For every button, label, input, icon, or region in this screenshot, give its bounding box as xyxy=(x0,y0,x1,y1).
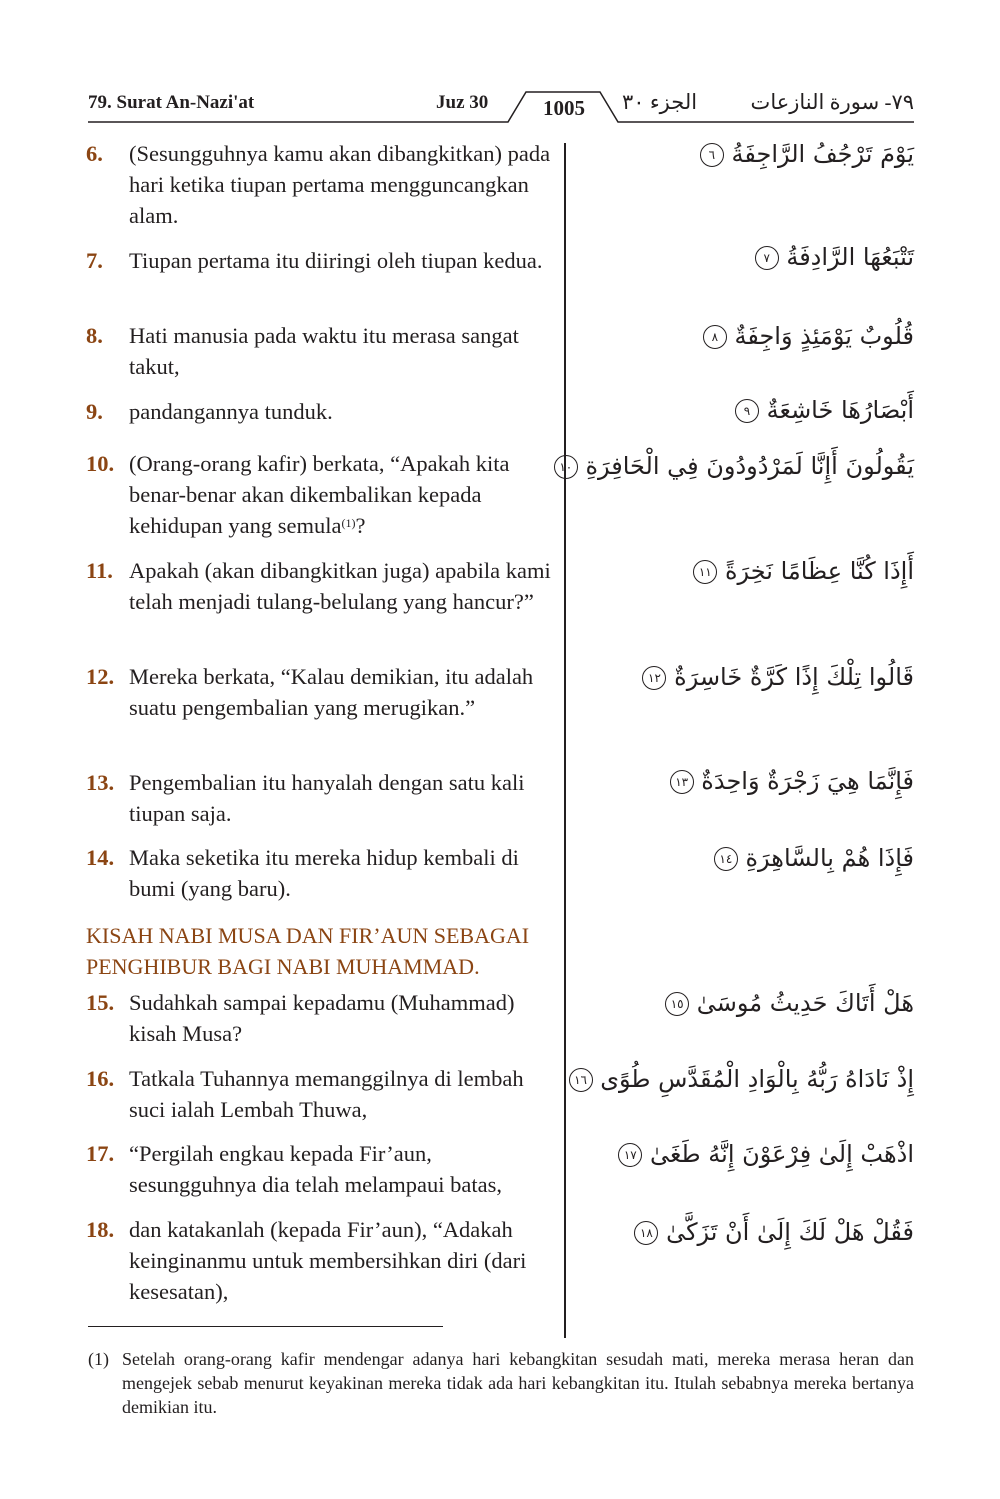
ayah-end-icon: ٩ xyxy=(735,399,759,423)
ayah-end-icon: ١٦ xyxy=(569,1068,593,1092)
verse-text: Mereka berkata, “Kalau demikian, itu adalah suatu pengembalian yang merugikan.” xyxy=(129,664,534,720)
header-surah-title: 79. Surat An-Nazi'at xyxy=(88,92,255,113)
verse-text: Maka seketika itu mereka hidup kembali di bumi (yang baru). xyxy=(129,845,519,901)
verse-number: 14. xyxy=(86,845,115,870)
ayah-end-icon: ١٨ xyxy=(634,1221,658,1245)
ayah-end-icon: ١٧ xyxy=(618,1143,642,1167)
arabic-text: هَلْ أَتَاكَ حَدِيثُ مُوسَىٰ xyxy=(696,989,914,1017)
verse-number: 12. xyxy=(86,664,115,689)
verse-text: dan katakanlah (kepada Fir’aun), “Adakah keinginanmu untuk membersihkan diri (dari kesesatan), xyxy=(129,1217,527,1304)
page-number: 1005 xyxy=(543,96,585,120)
ayah-end-icon: ١١ xyxy=(693,560,717,584)
verse-number: 7. xyxy=(86,248,103,273)
ayah-end-icon: ١٣ xyxy=(670,770,694,794)
verse-text: (Orang-orang kafir) berkata, “Apakah kita benar-benar akan dikembalikan kepada kehidupan yang semula$^{(1)}$? xyxy=(129,451,510,538)
verse-arabic xyxy=(751,243,914,271)
verse-translation xyxy=(86,1063,560,1125)
verse-number: 6. xyxy=(86,141,103,166)
arabic-text: قُلُوبٌ يَوْمَئِذٍ وَاجِفَةٌ xyxy=(734,322,914,350)
verse-text: pandangannya tunduk. xyxy=(129,399,333,424)
footnote-mark: (1) xyxy=(88,1349,109,1369)
ayah-end-icon: ١٢ xyxy=(642,666,666,690)
footnote-rule xyxy=(88,1326,443,1327)
verse-number: 18. xyxy=(86,1217,115,1242)
header-juz: Juz 30 xyxy=(436,92,489,113)
page-header xyxy=(88,86,914,126)
ayah-end-icon: ٧ xyxy=(755,246,779,270)
footnote-ref[interactable]: (1) xyxy=(341,516,356,530)
verse-translation xyxy=(86,396,560,427)
ayah-end-icon: ٨ xyxy=(703,325,727,349)
ayah-end-icon: ٦ xyxy=(700,143,724,167)
verse-arabic xyxy=(689,557,914,585)
verse-number: 13. xyxy=(86,770,115,795)
verse-arabic xyxy=(565,1065,914,1093)
verse-arabic xyxy=(731,396,914,424)
verse-translation xyxy=(86,138,560,231)
footnote-text: Setelah orang-orang kafir mendengar adanya hari kebangkitan sesudah mati, mereka merasa heran dan mengejek sebab menurut keyakinan mereka tidak ada hari kebangkitan itu. Itulah sebabnya mereka bertanya demikian itu. xyxy=(122,1349,914,1417)
verse-translation xyxy=(86,320,560,382)
verse-translation xyxy=(86,987,560,1049)
arabic-text: أَإِذَا كُنَّا عِظَامًا نَخِرَةً xyxy=(724,557,914,585)
arabic-text: اذْهَبْ إِلَىٰ فِرْعَوْنَ إِنَّهُ طَغَىٰ xyxy=(649,1140,914,1168)
arabic-text: قَالُوا تِلْكَ إِذًا كَرَّةٌ خَاسِرَةٌ xyxy=(674,663,914,691)
verse-text: Pengembalian itu hanyalah dengan satu kali tiupan saja. xyxy=(129,770,525,826)
column-divider xyxy=(564,143,566,1338)
verse-arabic xyxy=(630,1218,914,1246)
ayah-end-icon: ١٥ xyxy=(665,992,689,1016)
header-juz-arabic: الجزء ٣٠ xyxy=(622,90,698,114)
arabic-text: إِذْ نَادَاهُ رَبُّهُ بِالْوَادِ الْمُقَدَّسِ طُوًى xyxy=(600,1065,914,1093)
arabic-text: أَبْصَارُهَا خَاشِعَةٌ xyxy=(766,396,914,424)
verse-text: (Sesungguhnya kamu akan dibangkitkan) pada hari ketika tiupan pertama mengguncangkan alam. xyxy=(129,141,551,228)
verse-number: 17. xyxy=(86,1141,115,1166)
verse-text: Apakah (akan dibangkitkan juga) apabila kami telah menjadi tulang-belulang yang hancur?” xyxy=(129,558,551,614)
verse-text: Hati manusia pada waktu itu merasa sangat takut, xyxy=(129,323,519,379)
verse-number: 9. xyxy=(86,399,103,424)
verse-arabic xyxy=(661,989,914,1017)
verse-translation xyxy=(86,661,560,723)
verse-text: Sudahkah sampai kepadamu (Muhammad) kisah Musa? xyxy=(129,990,515,1046)
verse-translation xyxy=(86,767,560,829)
verse-translation xyxy=(86,245,560,276)
verse-arabic xyxy=(696,140,914,168)
ayah-end-icon: ١٠ xyxy=(554,455,578,479)
arabic-text: تَتْبَعُهَا الرَّادِفَةُ xyxy=(786,243,914,271)
footnote xyxy=(88,1347,914,1419)
verse-text: “Pergilah engkau kepada Fir’aun, sesungguhnya dia telah melampaui batas, xyxy=(129,1141,503,1197)
verse-number: 15. xyxy=(86,990,115,1015)
arabic-text: يَقُولُونَ أَإِنَّا لَمَرْدُودُونَ فِي الْحَافِرَةِ xyxy=(585,452,914,480)
verse-translation xyxy=(86,448,560,541)
arabic-text: فَإِذَا هُمْ بِالسَّاهِرَةِ xyxy=(745,844,914,872)
verse-text: Tatkala Tuhannya memanggilnya di lembah suci ialah Lembah Thuwa, xyxy=(129,1066,524,1122)
verse-translation xyxy=(86,1214,560,1307)
verse-arabic xyxy=(699,322,914,350)
verse-arabic xyxy=(614,1140,914,1168)
verse-number: 11. xyxy=(86,558,113,583)
verse-arabic xyxy=(550,452,914,480)
verse-number: 8. xyxy=(86,323,103,348)
verse-number: 16. xyxy=(86,1066,115,1091)
arabic-text: يَوْمَ تَرْجُفُ الرَّاجِفَةُ xyxy=(731,140,914,168)
verse-number: 10. xyxy=(86,451,115,476)
verse-arabic xyxy=(666,767,914,795)
verse-arabic xyxy=(638,663,914,691)
verse-translation xyxy=(86,842,560,904)
header-surah-arabic: ٧٩- سورة النازعات xyxy=(750,90,914,114)
verse-text: Tiupan pertama itu diiringi oleh tiupan kedua. xyxy=(129,248,543,273)
section-heading: KISAH NABI MUSA DAN FIR’AUN SEBAGAI PENGHIBUR BAGI NABI MUHAMMAD. xyxy=(86,923,530,979)
verse-arabic xyxy=(710,844,914,872)
verse-translation xyxy=(86,555,560,617)
verse-translation xyxy=(86,1138,560,1200)
arabic-text: فَقُلْ هَلْ لَكَ إِلَىٰ أَنْ تَزَكَّىٰ xyxy=(666,1218,914,1246)
arabic-text: فَإِنَّمَا هِيَ زَجْرَةٌ وَاحِدَةٌ xyxy=(701,767,914,795)
ayah-end-icon: ١٤ xyxy=(714,847,738,871)
